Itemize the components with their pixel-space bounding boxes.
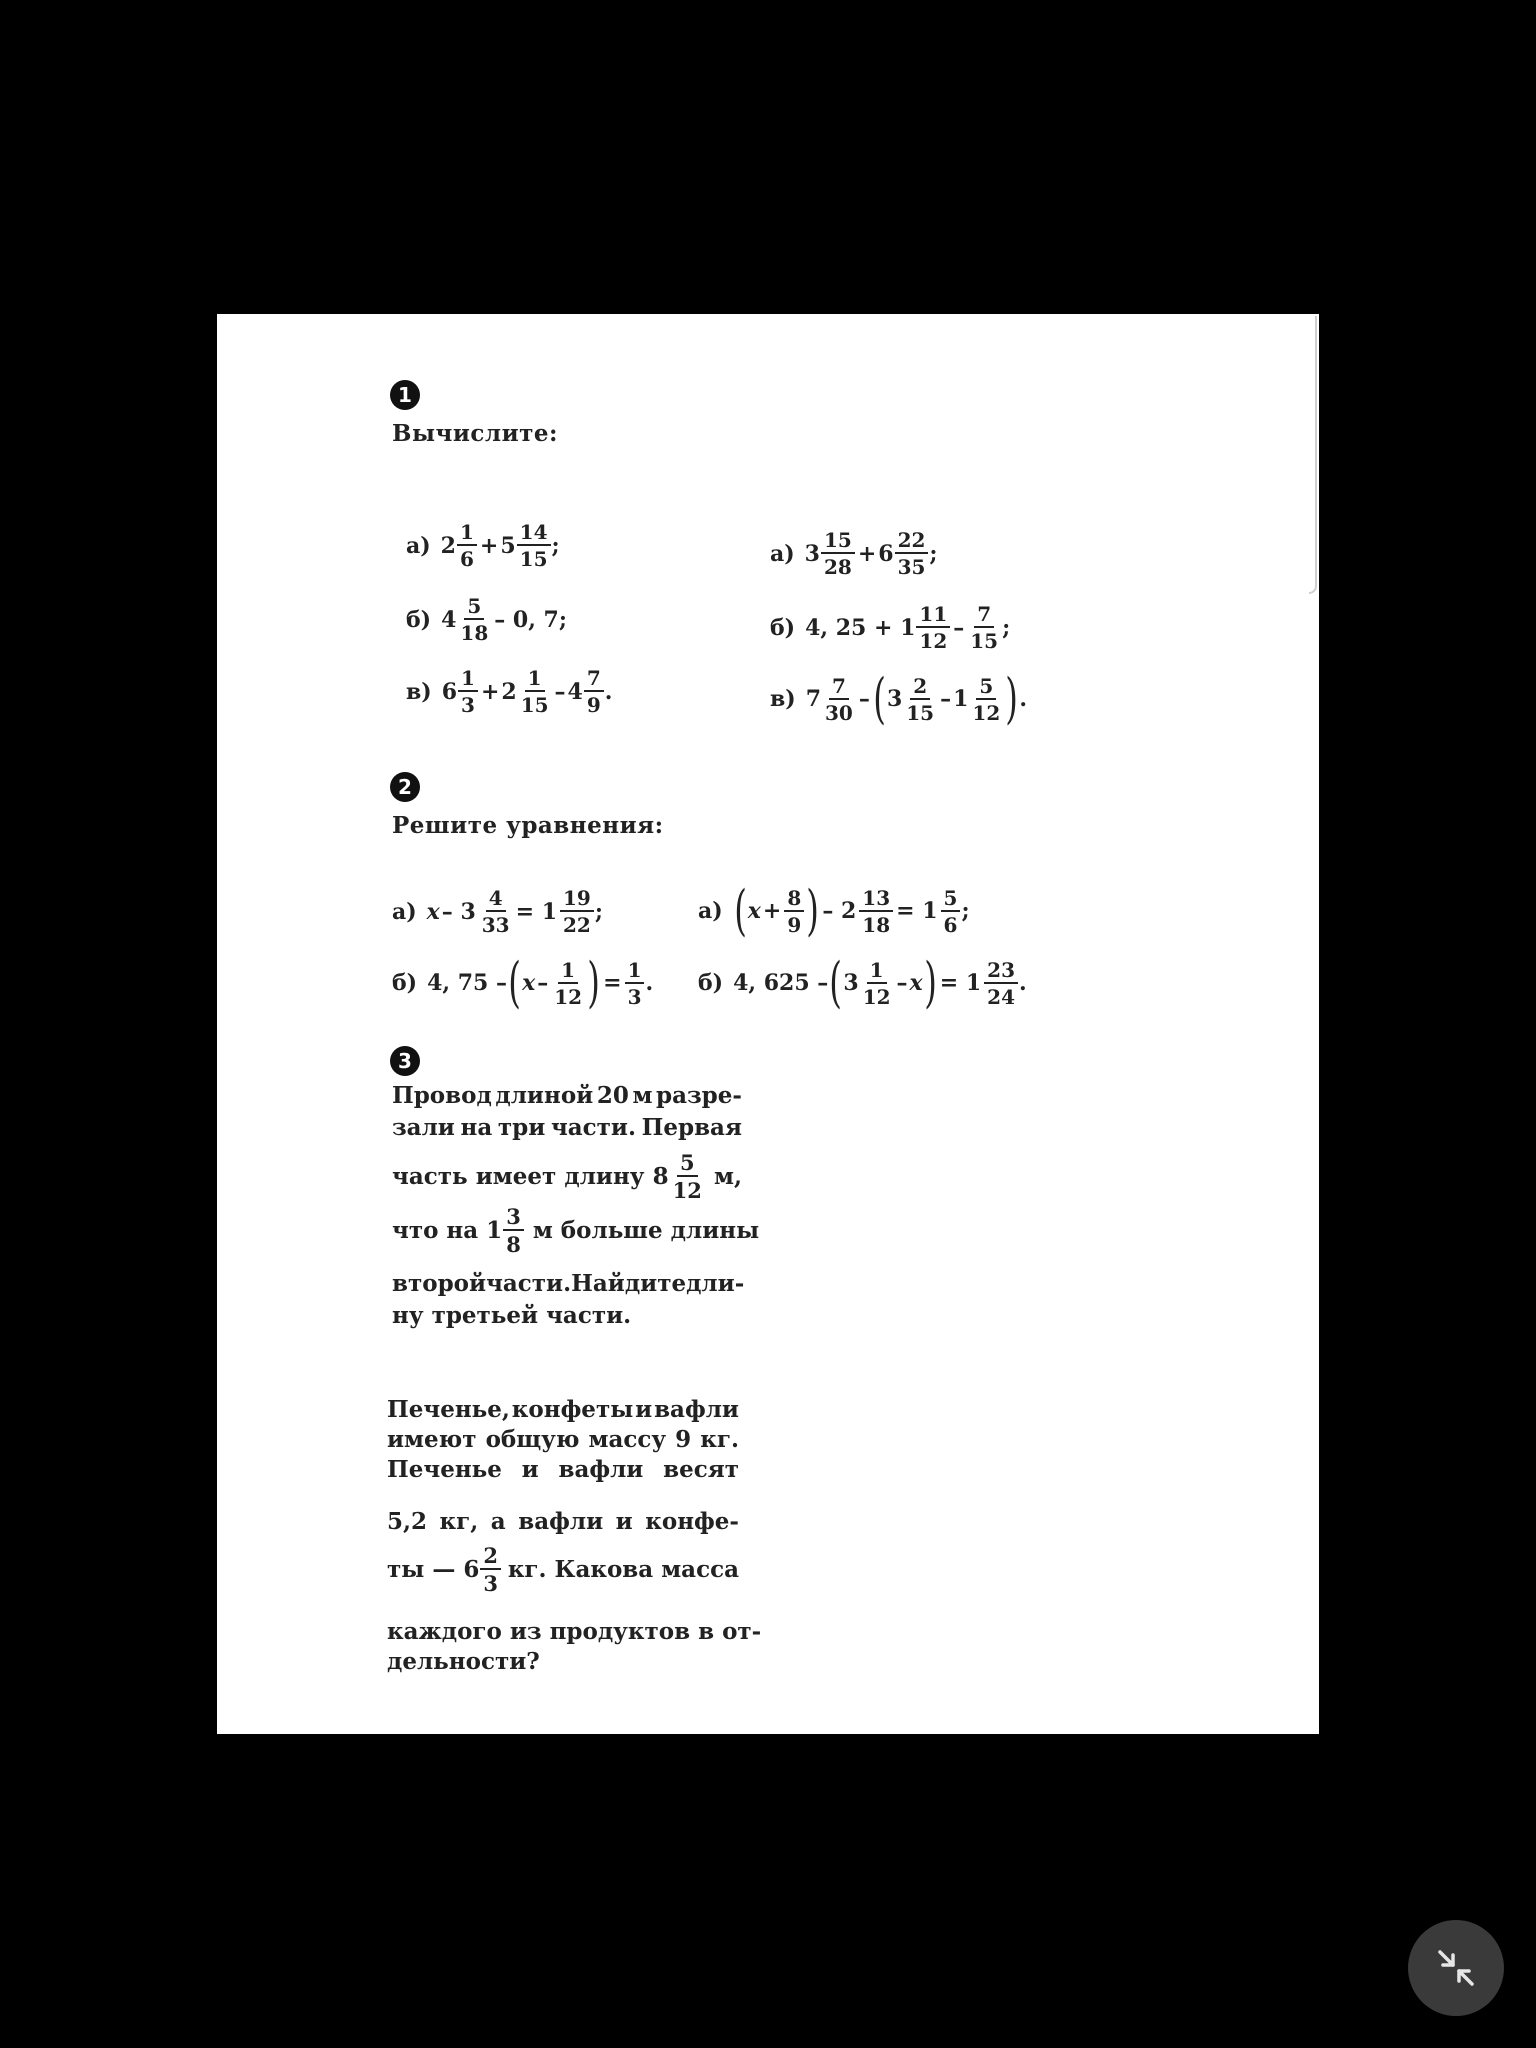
task-3-text: Провод длиной 20 м разре- зали на три части. Первая часть имеет длину 8 $\frac{5}{12}$ м, что на 1 $\frac{3}{8}$ м больше длины второй части. Найдите дли- ну третьей части. <box>392 1082 760 1329</box>
task-2-left-a: а) x – 3 $\frac{4}{33}$ = 1 $\frac{19}{22}$ ; <box>392 886 603 937</box>
task-2-title: Решите уравнения: <box>392 812 664 839</box>
exit-fullscreen-icon <box>1432 1944 1480 1992</box>
exit-fullscreen-button[interactable] <box>1408 1920 1504 2016</box>
task-1-left-b: б) 4 $\frac{5}{18}$ – 0, 7; <box>406 594 567 645</box>
task-2-right-a: а) ( x + $\frac{8}{9}$ ) – 2 $\frac{13}{18}$ = 1 $\frac{5}{6}$ ; <box>698 879 970 942</box>
task-1-right-c: в) 7 $\frac{7}{30}$ – ( 3 $\frac{2}{15}$ – 1 $\frac{5}{12}$ ) . <box>770 667 1027 730</box>
task-1-title: Вычислите: <box>392 420 559 447</box>
task-1-right-a: а) 3 $\frac{15}{28}$ + 6 $\frac{22}{35}$ ; <box>770 528 938 579</box>
task-1-left-a: а) 2 $\frac{1}{6}$ + 5 $\frac{14}{15}$ ; <box>406 520 560 571</box>
task-2-right-b: б) 4, 625 – ( 3 $\frac{1}{12}$ – x ) = 1 $\frac{23}{24}$ . <box>698 951 1027 1014</box>
page-scroll-indicator <box>1309 316 1317 594</box>
task-1-left-c: в) 6 $\frac{1}{3}$ + 2 $\frac{1}{15}$ – 4 $\frac{7}{9}$ . <box>406 666 613 717</box>
task-1-right-b: б) 4, 25 + 1 $\frac{11}{12}$ – $\frac{7}{15}$ ; <box>770 602 1011 653</box>
task-4-text: Печенье, конфеты и вафли имеют общую массу 9 кг. Печенье и вафли весят 5,2 кг, а вафли и конфе- ты — 6 $\frac{2}{3}$ кг. Какова масса каждого из продуктов в от- дельности? <box>387 1396 762 1675</box>
task-2-left-b: б) 4, 75 – ( x – $\frac{1}{12}$ ) = $\frac{1}{3}$ . <box>392 951 654 1014</box>
task-2-number: 2 <box>390 772 420 802</box>
worksheet-page <box>217 314 1319 1734</box>
task-1-number: 1 <box>390 380 420 410</box>
task-3-number: 3 <box>390 1046 420 1076</box>
